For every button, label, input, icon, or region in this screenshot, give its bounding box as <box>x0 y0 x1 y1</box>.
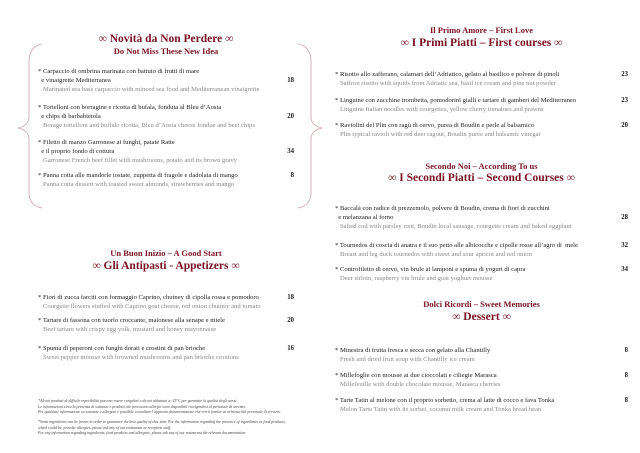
dish-description-english: Fresh and dried fruit soup with Chantilly ice cream <box>340 356 475 363</box>
dish-price: 16 <box>287 345 294 352</box>
dish-price: 8 <box>624 372 628 379</box>
dish-price: 20 <box>621 122 628 129</box>
menu-item <box>38 293 294 311</box>
dish-price: 28 <box>621 214 628 221</box>
footnote-italian <box>38 399 328 416</box>
footnote-line: Le informazioni circa la presenza di sostanze o prodotti che provocano allergie sono disponibili rivolgendosi al personale di servizio. <box>38 404 247 409</box>
dish-price: 8 <box>624 347 628 354</box>
dish-name-italian: e vinaigrette Mediterranea <box>38 77 111 84</box>
dish-description-english: Melon Tarte Tatin with its sorbet, coconut milk cream and Tonka bread bean <box>340 406 542 413</box>
dish-price: 20 <box>287 113 294 120</box>
dish-name-italian: * Risotto allo zafferano, calamari dell’Adriatico, gelato al basilico e polvere di pinoli <box>335 71 560 78</box>
dish-price: 20 <box>287 317 294 324</box>
menu-item <box>335 371 628 389</box>
dish-name-italian: * Raviolini del Plin con ragù di cervo, purea di Boudin e perle al balsamico <box>335 122 535 129</box>
dish-name-italian: e melanzana al forno <box>335 214 394 221</box>
dish-name-italian: * Linguine con zucchine trombetta, pomodorini gialli e tartare di gamberi del Mediterraneo <box>335 97 577 104</box>
section-subtitle: Il Primo Amore – First Love <box>429 25 533 35</box>
dish-name-italian: * Controfiletto di cervo, vin brule ai lamponi e spuma di yogurt di capra <box>335 266 526 273</box>
dish-name-italian: * Carpaccio di ombrina marinata con battuto di frutti di mare <box>38 68 200 75</box>
menu-item <box>38 344 294 362</box>
dish-price: 8 <box>624 397 628 404</box>
section-dolci <box>335 0 628 453</box>
menu-item <box>38 316 294 334</box>
footnote-english <box>38 420 328 437</box>
dish-name-italian: * Baccalà con radice di prezzemolo, polvere di Boudin, crema di fiori di zucchini <box>335 205 550 212</box>
dish-name-italian: * Fiori di zucca farciti con formaggio Caprino, chutney di cipolla rossa e pomodoro <box>38 294 259 301</box>
dish-price: 18 <box>287 294 294 301</box>
section-subtitle: Un Buon Inizio – A Good Start <box>110 248 222 258</box>
dish-description-english: Garronese French beef fillet with mushrooms, potato and its brown gravy <box>43 157 237 164</box>
dish-price: 23 <box>621 71 628 78</box>
section-subtitle: Dolci Ricordi – Sweet Memories <box>423 299 540 309</box>
dish-price: 8 <box>290 172 294 179</box>
dish-price: 34 <box>621 266 628 273</box>
menu-item <box>335 346 628 364</box>
dish-name-italian: e chips di barbabietola <box>38 113 101 120</box>
dish-name-italian: e il proprio fondo di cottura <box>38 148 115 155</box>
section-title: ∞ I Secondi Piatti – Second Courses ∞ <box>388 172 575 184</box>
dish-name-italian: * Millefoglie con mousse ai due cioccolati e ciliegie Marasca <box>335 372 497 379</box>
dish-description-english: Salted cod with parsley root, Boudin local sausage, courgette cream and baked eggplant <box>340 223 572 230</box>
section-antipasti <box>38 0 294 453</box>
dish-name-italian: * Panna cotta alle mandorle tostate, zuppetta di fragole e dadolata di mango <box>38 172 238 179</box>
dish-description-english: Panna cotta dessert with toasted sweet almonds, strawberries and mango <box>43 181 235 188</box>
dish-description-english: Linguine Italian noodles with courgettes, yellow cherry tomatoes and prawns <box>340 106 544 113</box>
dish-description-english: Saffron risotto with squids from Adriatic sea, basil ice cream and pine nut powder <box>340 80 556 87</box>
section-title: ∞ Dessert ∞ <box>452 311 511 323</box>
section-title: ∞ Gli Antipasti - Appetizers ∞ <box>92 260 240 272</box>
dish-name-italian: * Tournedos di coscia di anatra e il suo petto alle albicocche e cipolle rosse all’agro di mele <box>335 242 578 249</box>
dish-description-english: Millefeuille with double chocolate mousse, Marasca cherries <box>340 381 501 388</box>
dish-description-english: Deer sirloin, raspberry vin brule and goat yoghurt mousse <box>340 275 493 282</box>
footnote-line: which could be, provoke allergies, please ask any of our restaurant or reception staff. <box>38 425 171 430</box>
dish-price: 34 <box>287 148 294 155</box>
dish-price: 32 <box>621 242 628 249</box>
section-subtitle: Do Not Miss These New Idea <box>113 46 219 56</box>
footnote-line: Per qualsiasi informazione su sostanze e allergeni è possibile consultare l’apposita documentazione che verrà fornita su richiesta dal personale di servizio. <box>38 410 281 415</box>
menu-item <box>335 396 628 414</box>
dish-name-italian: * Tortelloni con borragine e ricotta di bufala, fonduta al Bleu d’Aosta <box>38 104 222 111</box>
dish-name-italian: * Minestra di frutta fresca e secca con gelato alla Chantilly <box>335 347 491 354</box>
dish-name-italian: * Filetto di manzo Garronese ai funghi, patate Ratte <box>38 139 175 146</box>
footnote-line: *Alcuni prodotti di difficile reperibilità possono essere congelati o da noi abbattuti a -25°C per garantire la qualità degli stessi. <box>38 399 238 403</box>
section-title: ∞ Novità da Non Perdere ∞ <box>98 33 234 45</box>
dish-name-italian: * Spuma di peperoni con funghi dorati e crostini di pan brioche <box>38 345 206 352</box>
section-title: ∞ I Primi Piatti – First courses ∞ <box>400 37 563 49</box>
dish-description-english: Sweet pepper mousse with browned mushrooms and pan brioche croutons <box>43 354 239 361</box>
dish-description-english: Borage tortelloni and buffalo ricotta, Bleu d’Aosta cheese fondue and beet chips <box>43 122 255 129</box>
dish-description-english: Breast and leg duck tournedos with sweet and sour apricot and red onion <box>340 251 532 258</box>
dish-name-italian: * Tarte Tatin al melone con il proprio sorbetto, crema al latte di cocco e fava Tonka <box>335 397 555 404</box>
dish-description-english: Courgette flowers stuffed with Caprino goat cheese, red onion chutney and tomato <box>43 303 261 310</box>
dish-name-italian: * Tartare di fassona con tuorlo croccante, maionese alla senape e miele <box>38 317 225 324</box>
dish-description-english: Beef tartare with crispy egg yolk, mustard and honey mayonnaise <box>43 326 217 333</box>
footnote-line: *Some ingredients can be frozen in order to guarantee the best quality of that item. For the information regarding the presence of ingredients or food products, <box>38 420 286 424</box>
section-subtitle: Secondo Noi – According To us <box>425 161 538 171</box>
dish-description-english: Plin typical ravioli with red deer ragout, Boudin purée and balsamic vinegar <box>340 131 541 138</box>
dish-price: 23 <box>621 97 628 104</box>
dish-description-english: Marinated sea bass carpaccio with minced sea food and Mediterranean vinaigrette <box>43 86 260 93</box>
dish-price: 18 <box>287 77 294 84</box>
footnote-line: For any information regarding ingredients, food products and allergens, please ask any of our restaurant the relevant documentation. <box>38 431 247 436</box>
